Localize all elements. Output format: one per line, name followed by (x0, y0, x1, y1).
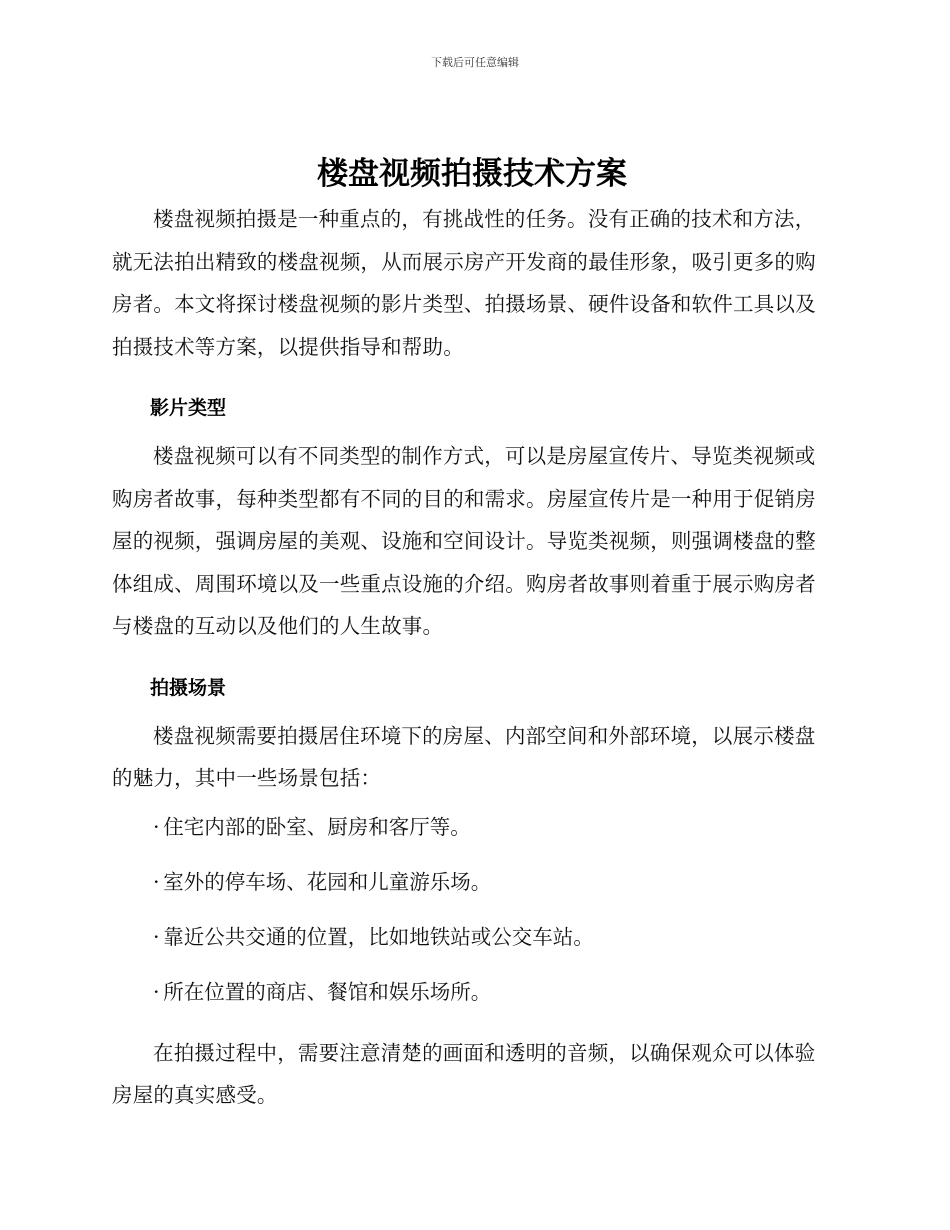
header-note: 下载后可任意编辑 (431, 56, 519, 69)
intro-paragraph: 楼盘视频拍摄是一种重点的，有挑战性的任务。没有正确的技术和方法，就无法拍出精致的楼盘视频，从而展示房产开发商的最佳形象，吸引更多的购房者。本文将探讨楼盘视频的影片类型、拍摄场景、硬件设备和软件工具以及拍摄技术等方案，以提供指导和帮助。 (112, 207, 816, 359)
list-item (112, 977, 832, 1007)
list-item (112, 922, 832, 952)
document-title: 楼盘视频拍摄技术方案 (317, 156, 627, 192)
closing-paragraph: 在拍摄过程中，需要注意清楚的画面和透明的音频，以确保观众可以体验房屋的真实感受。 (112, 1040, 816, 1107)
bullet-marker: · (153, 924, 160, 949)
section-heading-film-types: 影片类型 (150, 397, 227, 419)
bullet-marker: · (153, 869, 160, 894)
spacer (112, 952, 832, 977)
spacer (112, 703, 832, 715)
spacer (112, 842, 832, 867)
shooting-scenes-paragraph: 楼盘视频需要拍摄居住环境下的房屋、内部空间和外部环境，以展示楼盘的魅力，其中一些场景包括： (112, 723, 816, 790)
bullet-marker: · (153, 979, 160, 1004)
list-item-text: 住宅内部的卧室、厨房和客厅等。 (163, 814, 471, 839)
scene-bullet-list (112, 812, 832, 1007)
section-heading-shooting-scenes: 拍摄场景 (150, 676, 227, 699)
spacer (112, 897, 832, 922)
document-body (112, 150, 832, 1117)
spacer (112, 368, 832, 393)
spacer (112, 800, 832, 812)
list-item (112, 812, 832, 842)
spacer (112, 423, 832, 435)
list-item-text: 所在位置的商店、餐馆和娱乐场所。 (163, 979, 492, 1004)
spacer (112, 1007, 832, 1032)
list-item-text: 靠近公共交通的位置，比如地铁站或公交车站。 (163, 924, 594, 949)
film-types-paragraph: 楼盘视频可以有不同类型的制作方式，可以是房屋宣传片、导览类视频或购房者故事，每种类型都有不同的目的和需求。房屋宣传片是一种用于促销房屋的视频，强调房屋的美观、设施和空间设计。导览类视频，则强调楼盘的整体组成、周围环境以及一些重点设施的介绍。购房者故事则着重于展示购房者与楼盘的互动以及他们的人生故事。 (112, 444, 816, 638)
list-item (112, 867, 832, 897)
list-item-text: 室外的停车场、花园和儿童游乐场。 (163, 869, 492, 894)
bullet-marker: · (153, 814, 160, 839)
spacer (112, 648, 832, 673)
